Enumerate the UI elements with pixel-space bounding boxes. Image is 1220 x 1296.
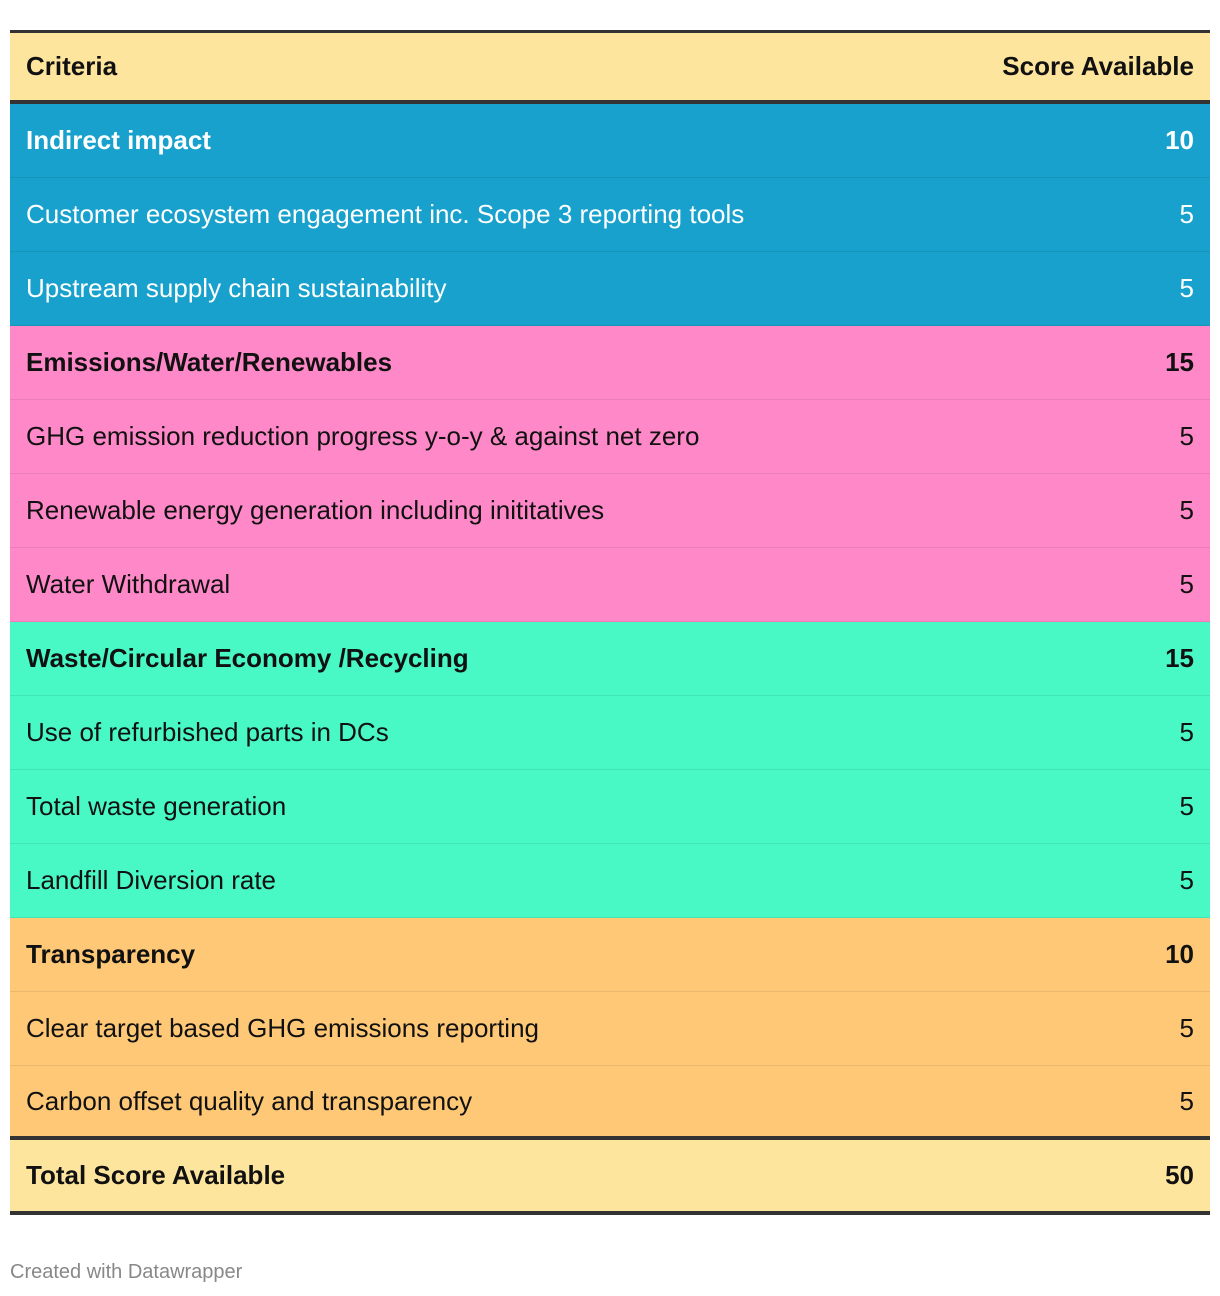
group-row — [10, 104, 1210, 178]
total-row — [10, 1140, 1210, 1215]
table-row — [10, 252, 1210, 326]
criteria-score: 5 — [1179, 495, 1194, 525]
table-row — [10, 844, 1210, 918]
criteria-score: 5 — [1179, 421, 1194, 451]
group-label: Emissions/Water/Renewables — [26, 347, 393, 377]
criteria-label: Renewable energy generation including inititatives — [26, 495, 605, 525]
datawrapper-credit: Created with Datawrapper — [10, 1261, 243, 1283]
group-row — [10, 622, 1210, 696]
group-score: 15 — [1165, 347, 1194, 377]
criteria-label: Total waste generation — [26, 791, 287, 821]
table-header-row — [10, 33, 1210, 104]
criteria-score: 5 — [1179, 569, 1194, 599]
criteria-label: Clear target based GHG emissions reporting — [26, 1013, 540, 1043]
column-header-score: Score Available — [1002, 51, 1194, 81]
criteria-score: 5 — [1179, 273, 1194, 303]
group-score: 10 — [1165, 125, 1194, 155]
table-row — [10, 178, 1210, 252]
criteria-label: Water Withdrawal — [26, 569, 231, 599]
table-row — [10, 696, 1210, 770]
group-score: 10 — [1165, 939, 1194, 969]
criteria-label: Customer ecosystem engagement inc. Scope 3 reporting tools — [26, 199, 745, 229]
table-row — [10, 992, 1210, 1066]
criteria-score: 5 — [1179, 1085, 1194, 1116]
criteria-score: 5 — [1179, 717, 1194, 747]
criteria-score: 5 — [1179, 1013, 1194, 1043]
criteria-score: 5 — [1179, 791, 1194, 821]
table-row — [10, 770, 1210, 844]
criteria-label: Upstream supply chain sustainability — [26, 273, 447, 303]
criteria-label: Carbon offset quality and transparency — [26, 1085, 473, 1116]
table-row — [10, 474, 1210, 548]
criteria-score: 5 — [1179, 865, 1194, 895]
group-row — [10, 326, 1210, 400]
group-label: Waste/Circular Economy /Recycling — [26, 643, 469, 673]
table-row — [10, 548, 1210, 622]
group-label: Transparency — [26, 939, 196, 969]
criteria-score: 5 — [1179, 199, 1194, 229]
group-score: 15 — [1165, 643, 1194, 673]
table-body — [10, 104, 1210, 1140]
total-label: Total Score Available — [26, 1160, 286, 1190]
column-header-criteria: Criteria — [26, 51, 118, 81]
table-row — [10, 400, 1210, 474]
score-table — [10, 30, 1210, 1215]
table-row — [10, 1066, 1210, 1140]
criteria-label: Landfill Diversion rate — [26, 865, 277, 895]
group-row — [10, 918, 1210, 992]
criteria-label: Use of refurbished parts in DCs — [26, 717, 389, 747]
group-label: Indirect impact — [26, 125, 211, 155]
criteria-label: GHG emission reduction progress y-o-y & against net zero — [26, 421, 700, 451]
total-score: 50 — [1165, 1160, 1194, 1190]
